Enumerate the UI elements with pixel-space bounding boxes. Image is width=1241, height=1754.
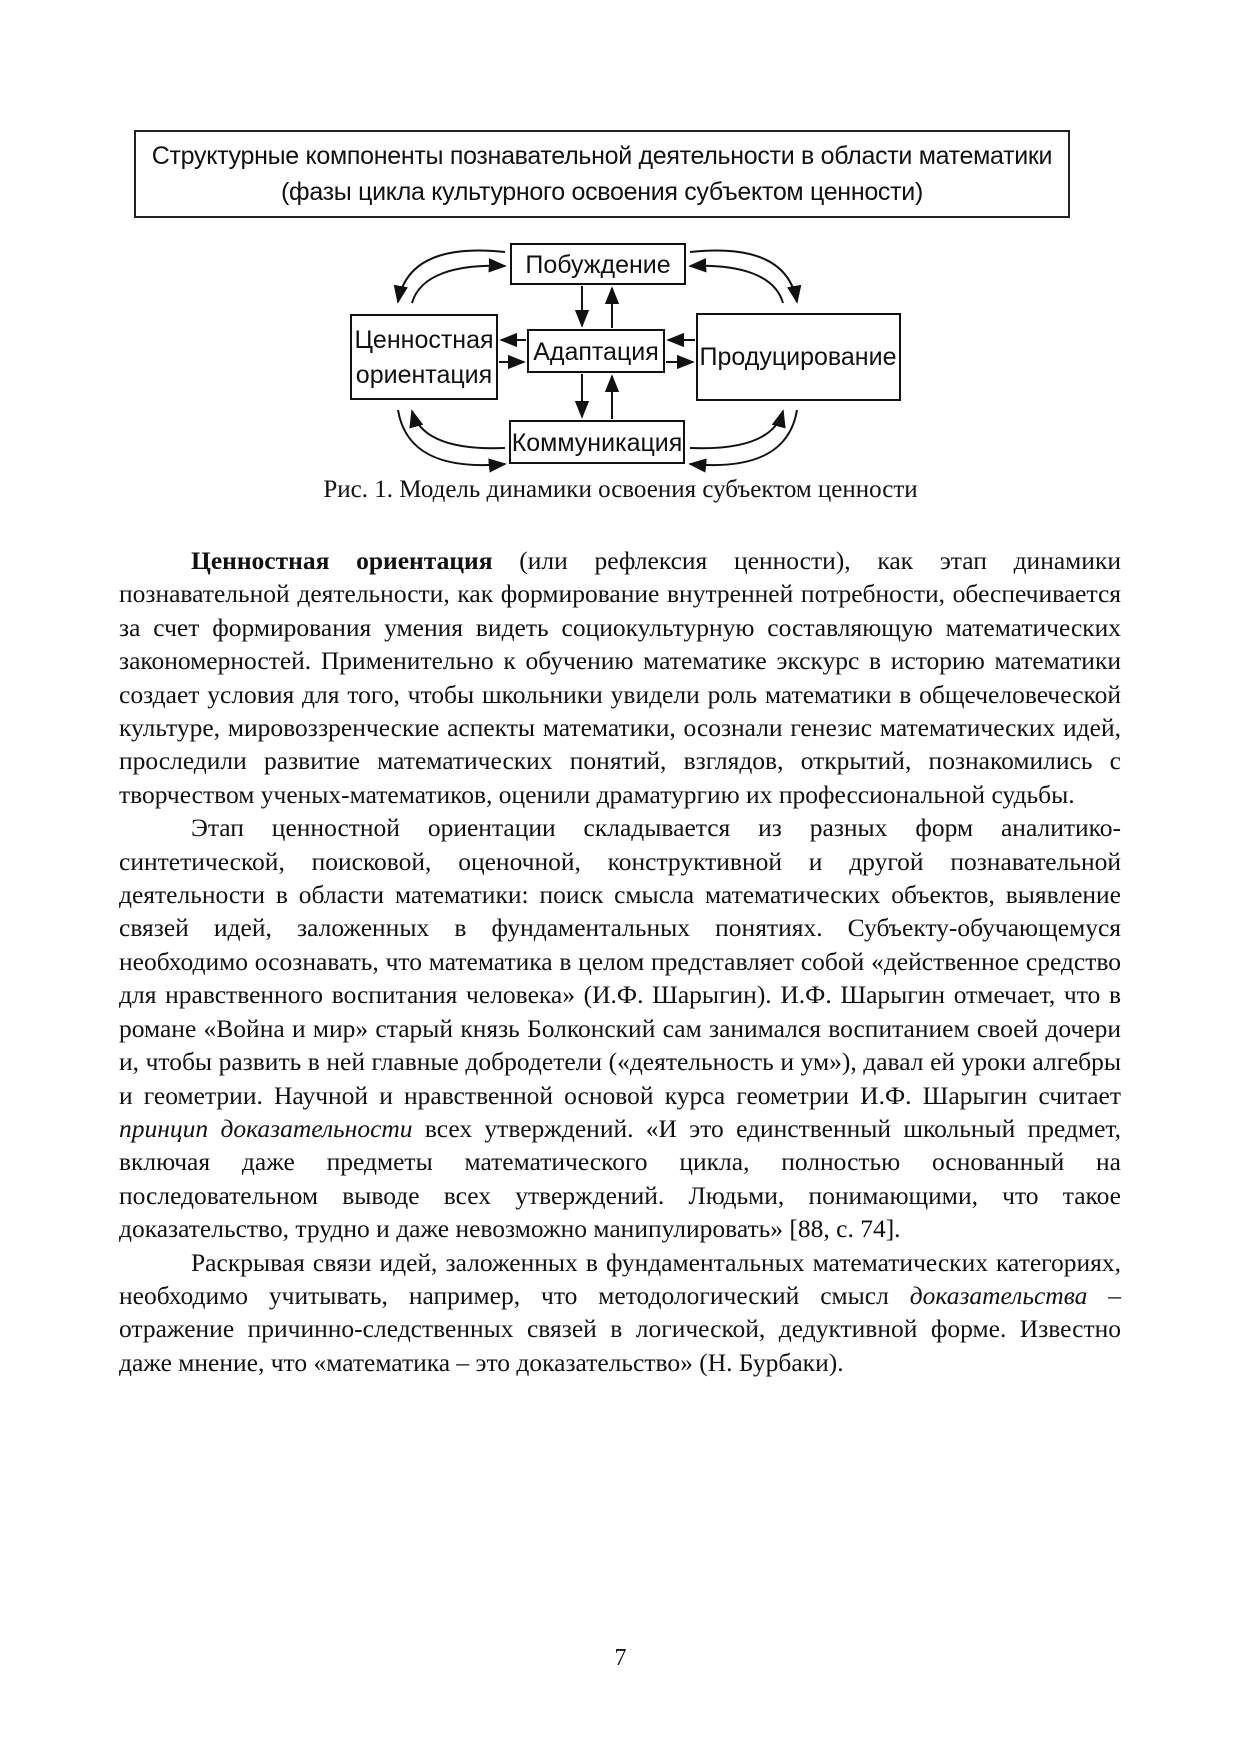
term-value-orientation: Ценностная ориентация	[191, 546, 493, 575]
node-left-label-2: ориентация	[355, 361, 493, 389]
paragraph-3-italic: доказательства	[909, 1280, 1088, 1310]
paragraph-2-text-a: Этап ценностной ориентации складывается из разных форм аналитико-синтетической, поисковой, оценочной, конструктивной и другой познавательной деятельности в области математики: поиск смысла математических объектов, выявление связей идей, заложенных в фундаментальных понятиях. Субъекту-обучающемуся необходимо осознавать, что математика в целом представляет собой «действенное средство для нравственного воспитания человека» (И.Ф. Шарыгин). И.Ф. Шарыгин отмечает, что в романе «Война и мир» старый князь Болконский сам занимался воспитанием своей дочери и, чтобы развить в ней главные добродетели («деятельность и ум»), давал ей уроки алгебры и геометрии. Научной и нравственной основой курса геометрии И.Ф. Шарыгин считает	[119, 813, 1121, 1110]
paragraph-1	[119, 544, 1121, 811]
paragraph-3-text-b: – отражение причинно-следственных связей в логической, дедуктивной форме. Известно даже мнение, что «математика – это доказательство» (Н. Бурбаки).	[119, 1280, 1121, 1377]
arrow-top-left-inner	[412, 266, 505, 303]
node-right-label: Продуцирование	[699, 343, 897, 371]
figure-header-line-2: (фазы цикла культурного освоения субъектом ценности)	[281, 178, 923, 206]
paragraph-2	[119, 811, 1121, 1245]
arrow-bottom-right-inner	[690, 411, 783, 448]
node-center-label: Адаптация	[533, 338, 659, 366]
paragraph-1-text: (или рефлексия ценности), как этап динамики познавательной деятельности, как формирование внутренней потребности, обеспечивается за счет формирования умения видеть социокультурную составляющую математических закономерностей. Применительно к обучению математике экскурс в историю математики создает условия для того, чтобы школьники увидели роль математики в общечеловеческой культуре, мировоззренческие аспекты математики, осознали генезис математических идей, проследили развитие математических понятий, взглядов, открытий, познакомились с творчеством ученых-математиков, оценили драматургию их профессиональной судьбы.	[119, 546, 1121, 809]
node-top-label: Побуждение	[525, 251, 671, 279]
paragraph-2-text-b: всех утверждений. «И это единственный школьный предмет, включая даже предметы математического цикла, полностью основанный на последовательном выводе всех утверждений. Людьми, понимающими, что такое доказательство, трудно и даже невозможно манипулировать» [88, с. 74].	[119, 1113, 1122, 1244]
arrow-bottom-left-inner	[412, 411, 505, 448]
paragraph-2-italic: принцип доказательности	[119, 1113, 413, 1143]
node-left-label-1: Ценностная	[354, 326, 494, 354]
body-text	[119, 544, 1121, 1379]
arrow-top-right-outer	[690, 250, 797, 302]
page-number: 7	[614, 1645, 627, 1671]
arrow-top-left-outer	[398, 250, 505, 302]
figure-header-line-1: Структурные компоненты познавательной деятельности в области математики	[151, 142, 1053, 170]
node-bottom-label: Коммуникация	[511, 429, 683, 457]
arrow-top-right-inner	[690, 266, 783, 303]
figure-caption: Рис. 1. Модель динамики освоения субъектом ценности	[323, 476, 918, 503]
paragraph-3	[119, 1246, 1121, 1380]
cycle-diagram	[0, 0, 1241, 480]
paragraph-3-text-a: Раскрывая связи идей, заложенных в фундаментальных математических категориях, необходимо учитывать, например, что методологический смысл	[119, 1247, 1121, 1310]
